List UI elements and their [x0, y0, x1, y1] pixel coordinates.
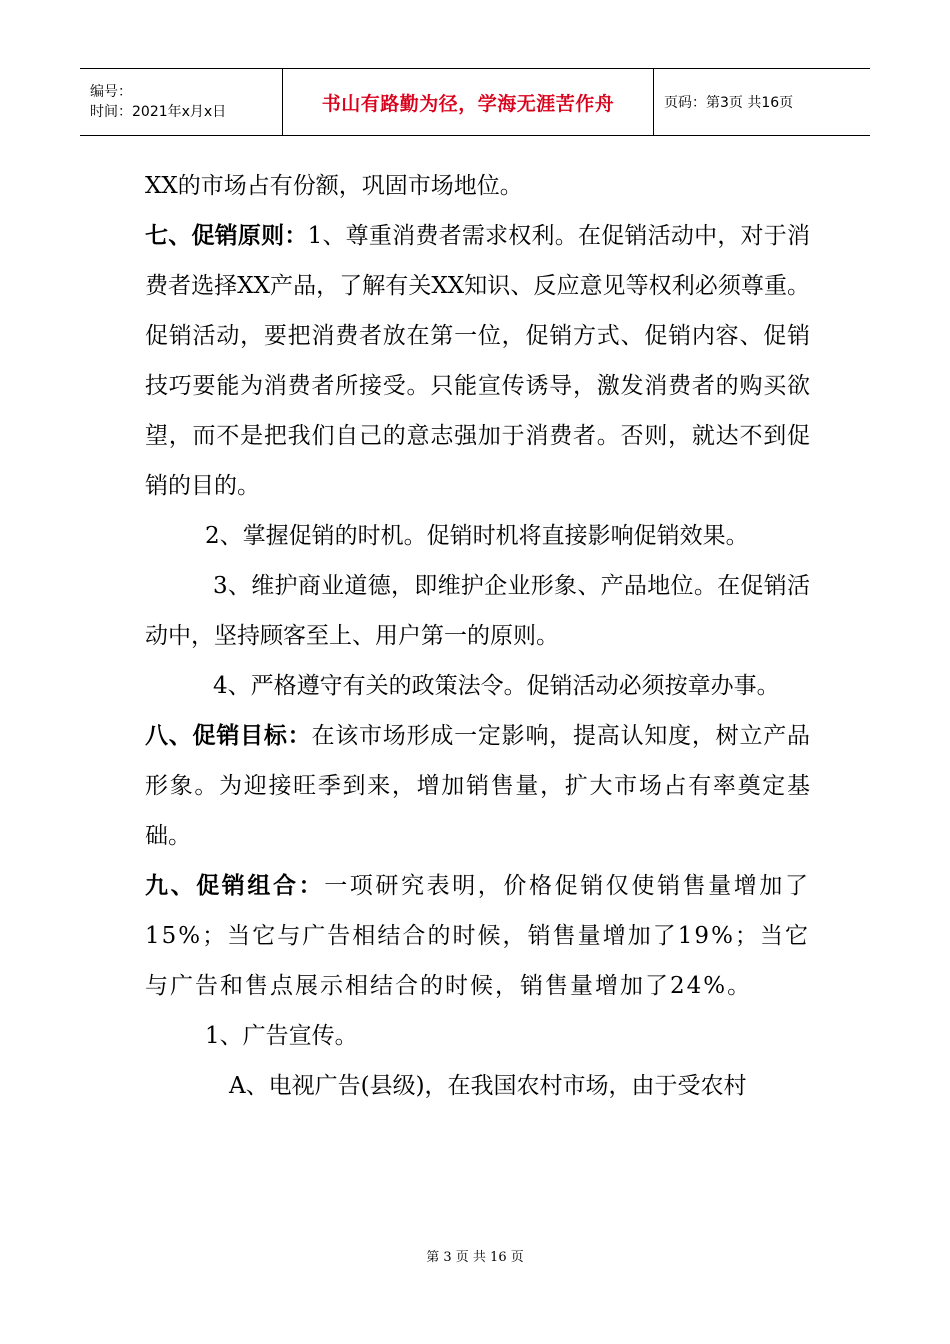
header-meta — [80, 69, 282, 135]
page-footer — [0, 1246, 950, 1265]
header-page-info — [654, 69, 870, 135]
paragraph-intro: XX的市场占有份额，巩固市场地位。 — [145, 173, 523, 199]
section-9-title: 九、促销组合： — [145, 873, 325, 899]
time-label: 时间：2021年x月x日 — [90, 104, 227, 120]
section-7-item-2: 2、掌握促销的时机。促销时机将直接影响促销效果。 — [205, 523, 749, 549]
motto: 书山有路勤为径，学海无涯苦作舟 — [321, 92, 615, 115]
section-7-paragraph — [145, 211, 810, 511]
section-8-title: 八、促销目标： — [145, 723, 312, 749]
page-header — [80, 68, 870, 136]
document-body — [145, 161, 810, 1111]
header-motto-cell — [282, 69, 654, 135]
section-7-item-4: 4、严格遵守有关的政策法令。促销活动必须按章办事。 — [213, 673, 780, 699]
section-9-paragraph — [145, 861, 810, 1011]
footer-page-number: 第 3 页 共 16 页 — [426, 1250, 524, 1265]
page-info: 页码：第3页 共16页 — [664, 95, 794, 111]
section-8-text: 在该市场形成一定影响，提高认知度，树立产品形象。为迎接旺季到来，增加销售量，扩大市场占有率奠定基础。 — [145, 723, 811, 849]
section-9-text: 一项研究表明，价格促销仅使销售量增加了15%；当它与广告相结合的时候，销售量增加了19%；当它与广告和售点展示相结合的时候，销售量增加了24%。 — [145, 873, 811, 999]
serial-label: 编号： — [90, 84, 132, 100]
section-7-item-3: 3、维护商业道德，即维护企业形象、产品地位。在促销活动中，坚持顾客至上、用户第一的原则。 — [145, 573, 810, 649]
section-8-paragraph — [145, 711, 810, 861]
section-9-item-a: A、电视广告(县级)，在我国农村市场，由于受农村 — [229, 1073, 747, 1099]
section-7-title: 七、促销原则： — [145, 223, 308, 249]
section-7-text: 1、尊重消费者需求权利。在促销活动中，对于消费者选择XX产品，了解有关XX知识、反应意见等权利必须尊重。促销活动，要把消费者放在第一位，促销方式、促销内容、促销技巧要能为消费者所接受。只能宣传诱导，激发消费者的购买欲望，而不是把我们自己的意志强加于消费者。否则，就达不到促销的目的。 — [145, 223, 810, 499]
section-9-item-1: 1、广告宣传。 — [205, 1023, 358, 1049]
